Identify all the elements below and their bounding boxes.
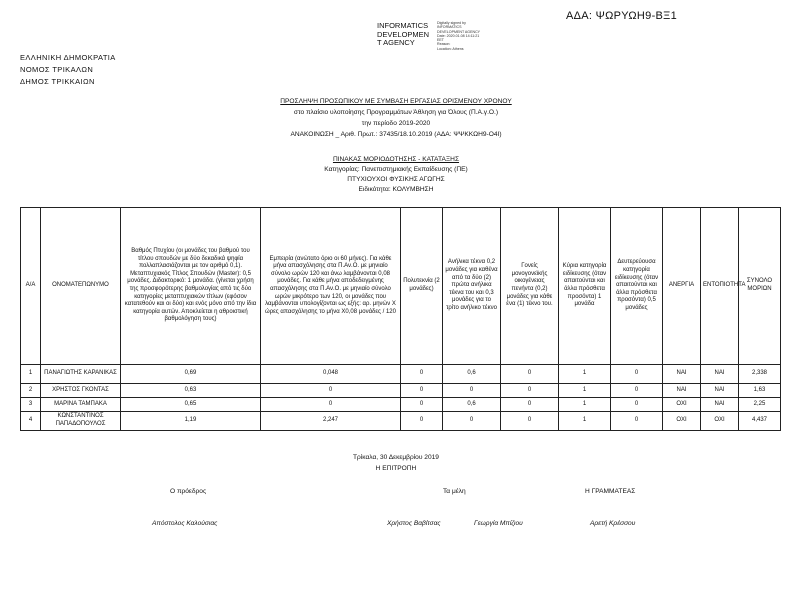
cell-local: ΝΑΙ — [701, 398, 739, 412]
cell-secondary-spec: 0 — [611, 365, 663, 384]
cell-single-parent: 0 — [501, 384, 559, 398]
digital-signature-details — [437, 21, 480, 51]
cell-minors: 0,6 — [443, 398, 501, 412]
cell-local: ΝΑΙ — [701, 384, 739, 398]
member-name: Γεωργία Μπίζιου — [474, 520, 523, 527]
signature-detail: DEVELOPMENT AGENCY — [437, 29, 481, 34]
cell-large-family: 0 — [401, 365, 443, 384]
cell-total: 1,63 — [739, 384, 781, 398]
org-line: ΝΟΜΟΣ ΤΡΙΚΑΛΩΝ — [20, 65, 94, 74]
organization-header — [20, 52, 116, 88]
cell-secondary-spec: 0 — [611, 384, 663, 398]
cell-degree: 1,19 — [121, 412, 261, 431]
cell-total: 2,25 — [739, 398, 781, 412]
table-row — [21, 384, 781, 398]
cell-minors: 0 — [443, 412, 501, 431]
signature-detail: Date: 2020.01.08 14:11:21 — [437, 33, 480, 38]
cell-secondary-spec: 0 — [611, 398, 663, 412]
cell-no: 1 — [21, 365, 41, 384]
col-large-family: Πολυτεκνία (2 μονάδες) — [401, 208, 443, 365]
graduates-line: ΠΤΥΧΙΟΥΧΟΙ ΦΥΣΙΚΗΣ ΑΓΩΓΗΣ — [347, 176, 445, 183]
cell-large-family: 0 — [401, 398, 443, 412]
org-line: ΕΛΛΗΝΙΚΗ ΔΗΜΟΚΡΑΤΙΑ — [20, 53, 116, 62]
committee-label: Η ΕΠΙΤΡΟΠΗ — [375, 465, 417, 472]
cell-name: ΧΡΗΣΤΟΣ ΓΚΟΝΤΑΣ — [41, 384, 121, 398]
ada-code: ΑΔΑ: ΨΩΡΥΩΗ9-ΒΞ1 — [566, 10, 678, 22]
document-title: ΠΡΟΣΛΗΨΗ ΠΡΟΣΩΠΙΚΟΥ ΜΕ ΣΥΜΒΑΣΗ ΕΡΓΑΣΙΑΣ ΟΡΙΣΜΕΝΟΥ ΧΡΟΝΟΥ — [280, 98, 512, 105]
signature-line: INFORMATICS — [377, 21, 429, 30]
member-name: Χρήστος Βαβίτσας — [387, 520, 441, 527]
cell-unemployment: ΟΧΙ — [663, 412, 701, 431]
col-degree: Βαθμός Πτυχίου (οι μονάδες του βαθμού του τίτλου σπουδών με δύο δεκαδικά ψηφία πολλαπλασιάζονται με τον αριθμό 0,1). Μεταπτυχιακός Τίτλος Σπουδών (Master): 0,5 μονάδες. Διδακτορικό: 1 μονάδα. (γίνεται χρήση της προσφορότερης βαθμολογίας από τις δύο κατηγορίες μεταπτυχιακών τίτλων (εφόσον κατατεθούν και οι δύο) και ενός μόνο από την ίδια κατηγορία αυτών. Αποκλείεται η αθροιστική βαθμολόγηση τους) — [121, 208, 261, 365]
cell-minors: 0 — [443, 384, 501, 398]
secretary-label: Η ΓΡΑΜΜΑΤΕΑΣ — [585, 488, 636, 495]
col-unemployment: ΑΝΕΡΓΙΑ — [663, 208, 701, 365]
chair-label: Ο πρόεδρος — [170, 488, 207, 495]
members-label: Τα μέλη — [443, 488, 466, 495]
col-minor-children: Ανήλικα τέκνα 0,2 μονάδες για καθένα από τα δύο (2) πρώτα ανήλικα τέκνα του και 0,3 μονάδες για το τρίτο ανήλικο τέκνο — [443, 208, 501, 365]
cell-no: 4 — [21, 412, 41, 431]
signature-detail: EET — [437, 38, 444, 43]
specialty-line: Ειδικότητα: ΚΟΛΥΜΒΗΣΗ — [358, 186, 434, 193]
cell-local: ΟΧΙ — [701, 412, 739, 431]
signature-line: DEVELOPMEN — [377, 29, 430, 39]
cell-total: 2,338 — [739, 365, 781, 384]
cell-unemployment: ΝΑΙ — [663, 365, 701, 384]
cell-no: 2 — [21, 384, 41, 398]
col-locality: ΕΝΤΟΠΙΟΤΗΤΑ — [701, 208, 739, 365]
col-main-specialization: Κύρια κατηγορία ειδίκευσης (όταν απαιτούνται και άλλα πρόσθετα προσόντα) 1 μονάδα — [559, 208, 611, 365]
cell-degree: 0,63 — [121, 384, 261, 398]
cell-minors: 0,6 — [443, 365, 501, 384]
cell-single-parent: 0 — [501, 412, 559, 431]
chair-name: Απόστολος Καλούσιας — [152, 520, 218, 527]
secretary-name: Αρετή Κρέσσου — [590, 520, 636, 527]
ranking-table — [20, 207, 781, 431]
signature-detail: Digitally signed by — [437, 21, 466, 25]
table-title: ΠΙΝΑΚΑΣ ΜΟΡΙΟΔΟΤΗΣΗΣ - ΚΑΤΑΤΑΞΗΣ — [332, 156, 460, 163]
cell-degree: 0,65 — [121, 398, 261, 412]
category-line: Κατηγορίας: Πανεπιστημιακής Εκπαίδευσης (ΠΕ) — [324, 166, 468, 173]
cell-unemployment: ΟΧΙ — [663, 398, 701, 412]
cell-name: ΠΑΝΑΓΙΩΤΗΣ ΚΑΡΑΝΙΚΑΣ — [41, 365, 121, 384]
col-secondary-specialization: Δευτερεύουσα κατηγορία ειδίκευσης (όταν απαιτούνται και άλλα πρόσθετα προσόντα) 0,5 μονάδες — [611, 208, 663, 365]
cell-local: ΝΑΙ — [701, 365, 739, 384]
table-row — [21, 398, 781, 412]
cell-secondary-spec: 0 — [611, 412, 663, 431]
table-row — [21, 412, 781, 431]
table-row — [21, 365, 781, 384]
cell-large-family: 0 — [401, 412, 443, 431]
org-line: ΔΗΜΟΣ ΤΡΙΚΚΑΙΩΝ — [20, 77, 95, 86]
col-aa: Α/Α — [21, 208, 41, 365]
period-line: την περίοδο 2019-2020 — [361, 120, 431, 127]
cell-name: ΜΑΡΙΝΑ ΤΑΜΠΑΚΑ — [41, 398, 121, 412]
signing-date: Τρίκαλα, 30 Δεκεμβρίου 2019 — [353, 454, 439, 461]
col-name: ΟΝΟΜΑΤΕΠΩΝΥΜΟ — [41, 208, 121, 365]
cell-main-spec: 1 — [559, 365, 611, 384]
cell-no: 3 — [21, 398, 41, 412]
cell-experience: 2,247 — [261, 412, 401, 431]
announcement-line: ΑΝΑΚΟΙΝΩΣΗ _ Αριθ. Πρωτ.: 37435/18.10.2019 (ΑΔΑ: ΨΨΚΚΩΗ9-Ο4Ι) — [290, 131, 502, 138]
cell-main-spec: 1 — [559, 398, 611, 412]
digital-signature-label — [377, 22, 429, 48]
signature-detail: Location: Athens — [437, 46, 464, 51]
signature-line: T AGENCY — [377, 38, 415, 47]
cell-experience: 0,048 — [261, 365, 401, 384]
signature-detail: INFORMATICS — [437, 25, 462, 30]
cell-main-spec: 1 — [559, 384, 611, 398]
cell-main-spec: 1 — [559, 412, 611, 431]
col-single-parent: Γονείς μονογονεϊκής οικογένειας πενήντα (0,2) μονάδες για κάθε ένα (1) τέκνο του. — [501, 208, 559, 365]
col-experience: Εμπειρία (ανώτατο όριο οι 60 μήνες). Για κάθε μήνα απασχόλησης στα Π.Αν.Ο. με μηνιαίο σύνολο ωρών 120 και άνω λαμβάνονται 0,08 μονάδες. Για κάθε μήνα αποδεδειγμένης απασχόλησης στα Π.Αν.Ο. με μηνιαίο σύνολο ωρών μικρότερο των 120, οι μονάδες που λαμβάνονται υπολογίζονται ως εξής: αρ. μηνών Χ ώρες απασχόλησης το μήνα Χ0,08 μονάδες / 120 — [261, 208, 401, 365]
signature-detail: Reason: — [437, 42, 451, 47]
program-line: στο πλαίσιο υλοποίησης Προγραμμάτων Άθληση για Όλους (Π.Α.γ.Ο.) — [293, 109, 499, 116]
cell-single-parent: 0 — [501, 398, 559, 412]
cell-single-parent: 0 — [501, 365, 559, 384]
col-total-points: ΣΥΝΟΛΟ ΜΟΡΙΩΝ — [739, 208, 781, 365]
cell-name: ΚΩΝΣΤΑΝΤΙΝΟΣ ΠΑΠΑΔΟΠΟΥΛΟΣ — [41, 412, 121, 431]
cell-large-family: 0 — [401, 384, 443, 398]
cell-total: 4,437 — [739, 412, 781, 431]
cell-experience: 0 — [261, 384, 401, 398]
cell-degree: 0,69 — [121, 365, 261, 384]
cell-experience: 0 — [261, 398, 401, 412]
cell-unemployment: ΝΑΙ — [663, 384, 701, 398]
